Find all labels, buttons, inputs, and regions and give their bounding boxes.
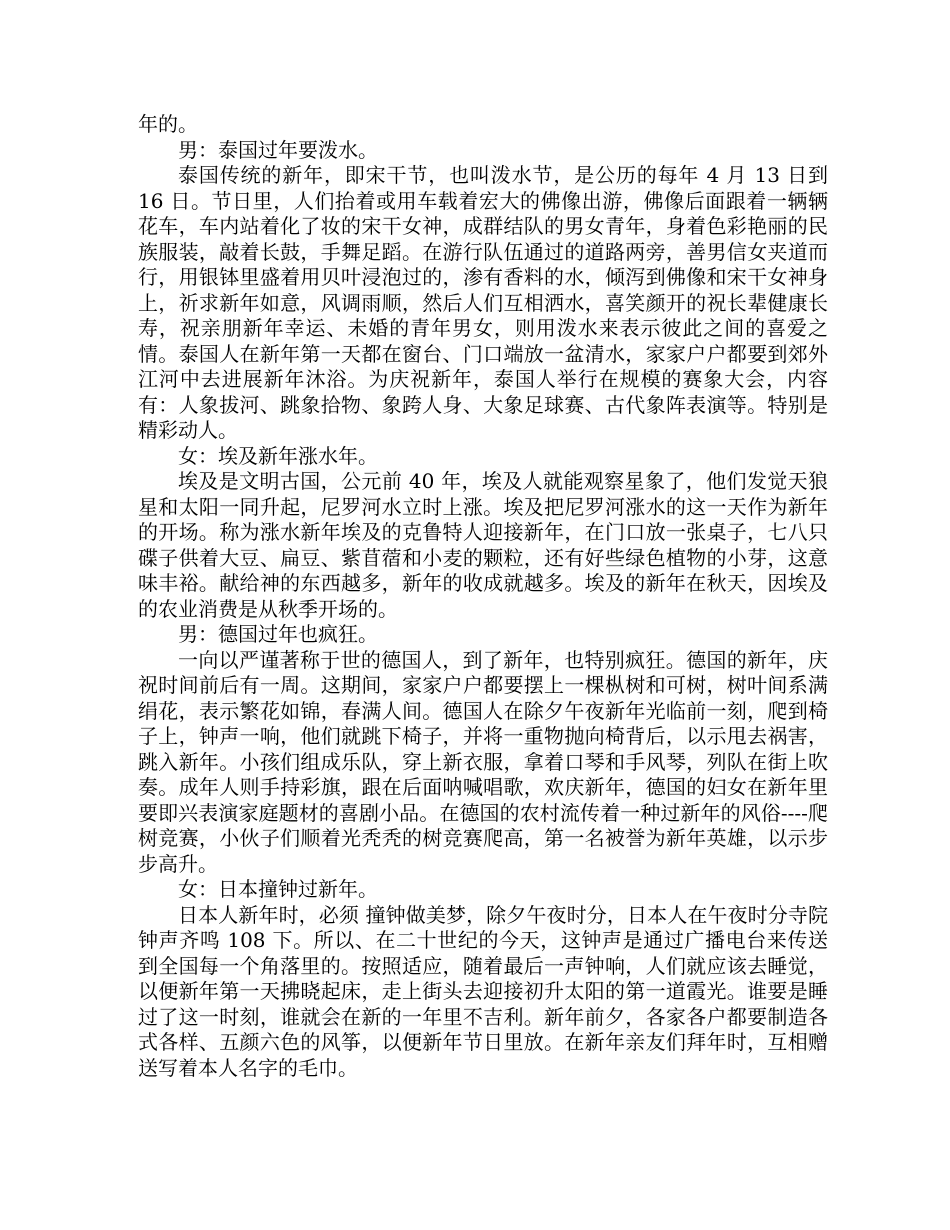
paragraph-continuation: 年的。: [138, 112, 198, 136]
paragraph-japan: 日本人新年时，必须 撞钟做美梦，除夕午夜时分，日本人在午夜时分寺院钟声齐鸣 108 下。所以、在二十世纪的今天，这钟声是通过广播电台来传送到全国每一个角落里的。按照适应，随着最后一声钟响，人们就应该去睡觉，以便新年第一天拂晓起床，走上街头去迎接初升太阳的第一道霞光。谁要是睡过了这一时刻，谁就会在新的一年里不吉利。新年前夕，各家各户都要制造各式各样、五颜六色的风筝，以便新年节日里放。在新年亲友们拜年时，互相赠送写着本人名字的毛巾。: [138, 902, 828, 1080]
document-page: [138, 112, 828, 1081]
paragraph-thailand: 泰国传统的新年，即宋干节，也叫泼水节，是公历的每年 4 月 13 日到 16 日。节日里，人们抬着或用车载着宏大的佛像出游，佛像后面跟着一辆辆花车，车内站着化了妆的宋干女神，成群结队的男女青年，身着色彩艳丽的民族服装，敲着长鼓，手舞足蹈。在游行队伍通过的道路两旁，善男信女夹道而行，用银钵里盛着用贝叶浸泡过的，渗有香料的水，倾泻到佛像和宋干女神身上，祈求新年如意，风调雨顺，然后人们互相洒水，喜笑颜开的祝长辈健康长寿，祝亲朋新年幸运、未婚的青年男女，则用泼水来表示彼此之间的喜爱之情。泰国人在新年第一天都在窗台、门口端放一盆清水，家家户户都要到郊外江河中去进展新年沐浴。为庆祝新年，泰国人举行在规模的赛象大会，内容有：人象拔河、跳象拾物、象跨人身、大象足球赛、古代象阵表演等。特别是精彩动人。: [138, 163, 828, 442]
paragraph-egypt: 埃及是文明古国，公元前 40 年，埃及人就能观察星象了，他们发觉天狼星和太阳一同升起，尼罗河水立时上涨。埃及把尼罗河涨水的这一天作为新年的开场。称为涨水新年埃及的克鲁特人迎接新年，在门口放一张桌子，七八只碟子供着大豆、扁豆、紫苜蓿和小麦的颗粒，还有好些绿色植物的小芽，这意味丰裕。献给神的东西越多，新年的收成就越多。埃及的新年在秋天，因埃及的农业消费是从秋季开场的。: [138, 469, 828, 621]
heading-egypt: 女：埃及新年涨水年。: [178, 443, 378, 468]
paragraph-germany: 一向以严谨著称于世的德国人，到了新年，也特别疯狂。德国的新年，庆祝时间前后有一周。这期间，家家户户都要摆上一棵枞树和可树，树叶间系满绢花，表示繁花如锦，春满人间。德国人在除夕午夜新年光临前一刻，爬到椅子上，钟声一响，他们就跳下椅子，并将一重物抛向椅背后，以示甩去祸害，跳入新年。小孩们组成乐队，穿上新衣服，拿着口琴和手风琴，列队在街上吹奏。成年人则手持彩旗，跟在后面呐喊唱歌，欢庆新年，德国的妇女在新年里要即兴表演家庭题材的喜剧小品。在德国的农村流传着一种过新年的风俗----爬树竞赛，小伙子们顺着光秃秃的树竞赛爬高，第一名被誉为新年英雄，以示步步高升。: [138, 647, 828, 876]
heading-thailand: 男：泰国过年要泼水。: [178, 137, 378, 162]
heading-japan: 女：日本撞钟过新年。: [178, 877, 378, 901]
heading-germany: 男：德国过年也疯狂。: [178, 622, 378, 646]
